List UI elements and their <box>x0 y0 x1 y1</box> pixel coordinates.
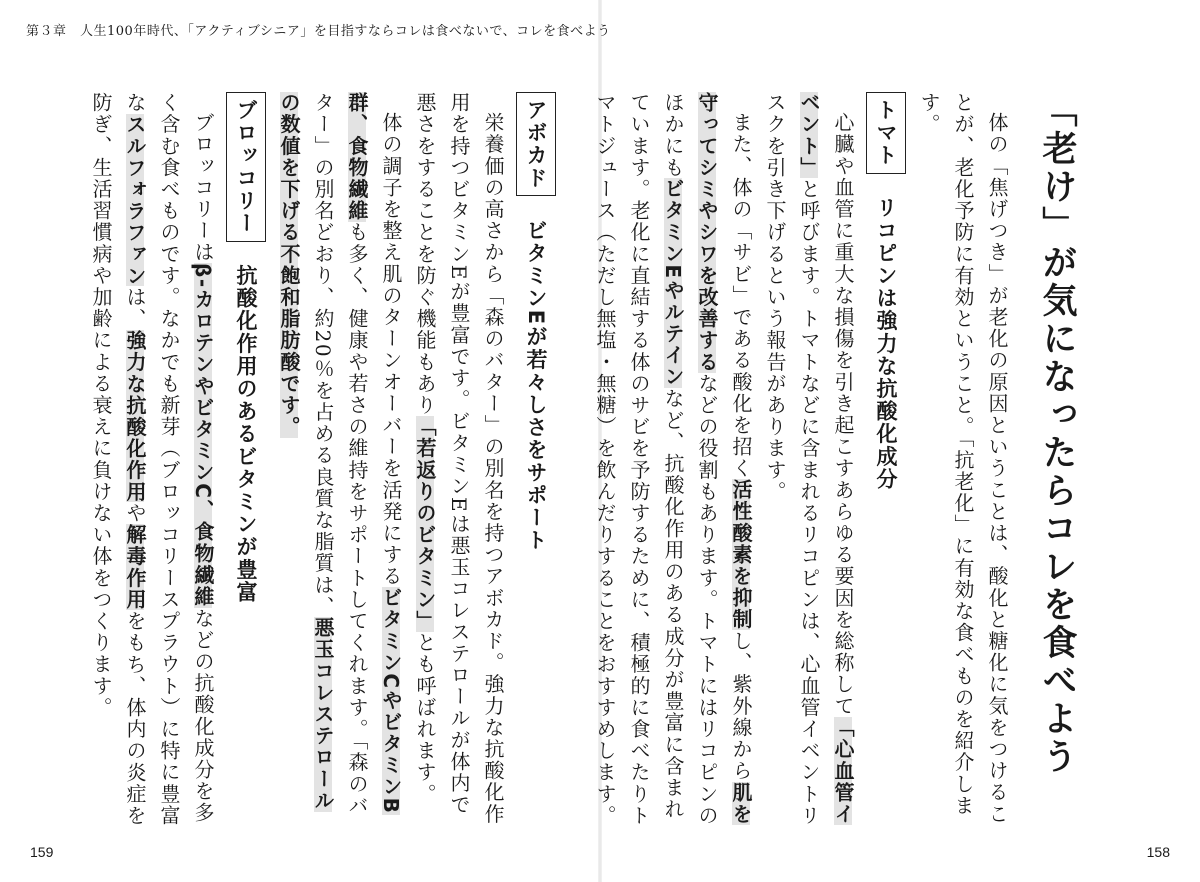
avocado-paragraph-1: 栄養価の高さから「森のバター」の別名を持つアボカド。強力な抗酸化作用を持つビタミンEが豊富です。ビタミンEは悪玉コレステロールが体内で悪さをすることを防ぐ機能もあり「若返りのビタミン」とも呼ばれます。 <box>413 92 505 825</box>
highlight: 「心血管イベント」 <box>797 92 855 825</box>
highlight: 「若返りのビタミン」 <box>413 416 437 632</box>
highlight: 解毒作用 <box>123 524 147 611</box>
section-title: 「老け」が気になったらコレを食べよう <box>1037 92 1077 776</box>
running-head: 第３章 人生100年時代、「アクティブシニア」を目指すならコレは食べないで、コレを食べよう <box>26 24 611 39</box>
highlight: 悪玉コレステロールの数値を下げる不飽和脂肪酸です。 <box>277 92 335 812</box>
broccoli-paragraph-1: ブロッコリーはβ-カロテンやビタミンC、食物繊維などの抗酸化成分を多く含む食べものです。なかでも新芽（ブロッコリースプラウト）に特に豊富なスルフォラファンは、強力な抗酸化作用や解毒作用をもち、体内の炎症を防ぎ、生活習慣病や加齢による衰えに負けない体をつくります。 <box>89 92 215 827</box>
avocado-heading <box>516 92 556 832</box>
tomato-paragraph-2: また、体の「サビ」である酸化を招く活性酸素を抑制し、紫外線から肌を守ってシミやシワを改善するなどの役割もあります。トマトにはリコピンのほかにもビタミンEやルテインなど、抗酸化作用のある成分が豊富に含まれています。老化に直結する体のサビを予防するために、積極的に食べたりトマトジュース（ただし無塩・無糖）を飲んだりすることをおすすめします。 <box>593 92 753 827</box>
avocado-subheading: ビタミンEが若々しさをサポート <box>524 219 548 552</box>
highlight: ビタミンEやルテイン <box>661 178 685 389</box>
tomato-heading <box>866 92 906 832</box>
highlight: ビタミンCやビタミンB群、食物繊維 <box>345 92 403 815</box>
tomato-subheading: リコピンは強力な抗酸化成分 <box>874 196 898 491</box>
intro-paragraph: 体の「焦げつき」が老化の原因ということは、酸化と糖化に気をつけることが、老化予防に有効ということ。「抗老化」に有効な食べものを紹介します。 <box>917 92 1009 825</box>
highlight: 活性酸素を抑制 <box>729 479 753 631</box>
broccoli-heading <box>226 92 266 832</box>
right-page <box>593 92 1080 832</box>
avocado-label: アボカド <box>516 92 556 196</box>
highlight: 強力な抗酸化作用 <box>123 329 147 503</box>
broccoli-subheading: 抗酸化作用のあるビタミンが豊富 <box>234 264 258 604</box>
broccoli-label: ブロッコリー <box>226 92 266 242</box>
avocado-paragraph-2: 体の調子を整え肌のターンオーバーを活発にするビタミンCやビタミンB群、食物繊維も多く、健康や若さの維持をサポートしてくれます。「森のバター」の別名どおり、約20％を占める良質な脂質は、悪玉コレステロールの数値を下げる不飽和脂肪酸です。 <box>277 92 403 817</box>
highlight: 肌を守ってシミやシワを改善する <box>695 92 753 825</box>
page-number-left: 159 <box>30 844 54 860</box>
page-number-right: 158 <box>1146 844 1170 860</box>
tomato-label: トマト <box>866 92 906 174</box>
highlight: β-カロテンやビタミンC、食物繊維 <box>191 263 215 608</box>
tomato-paragraph-1: 心臓や血管に重大な損傷を引き起こすあらゆる要因を総称して「心血管イベント」と呼びます。トマトなどに含まれるリコピンは、心血管イベントリスクを引き下げるという報告があります。 <box>763 92 855 827</box>
highlight: スルフォラファン <box>123 113 147 287</box>
left-page <box>62 92 562 832</box>
